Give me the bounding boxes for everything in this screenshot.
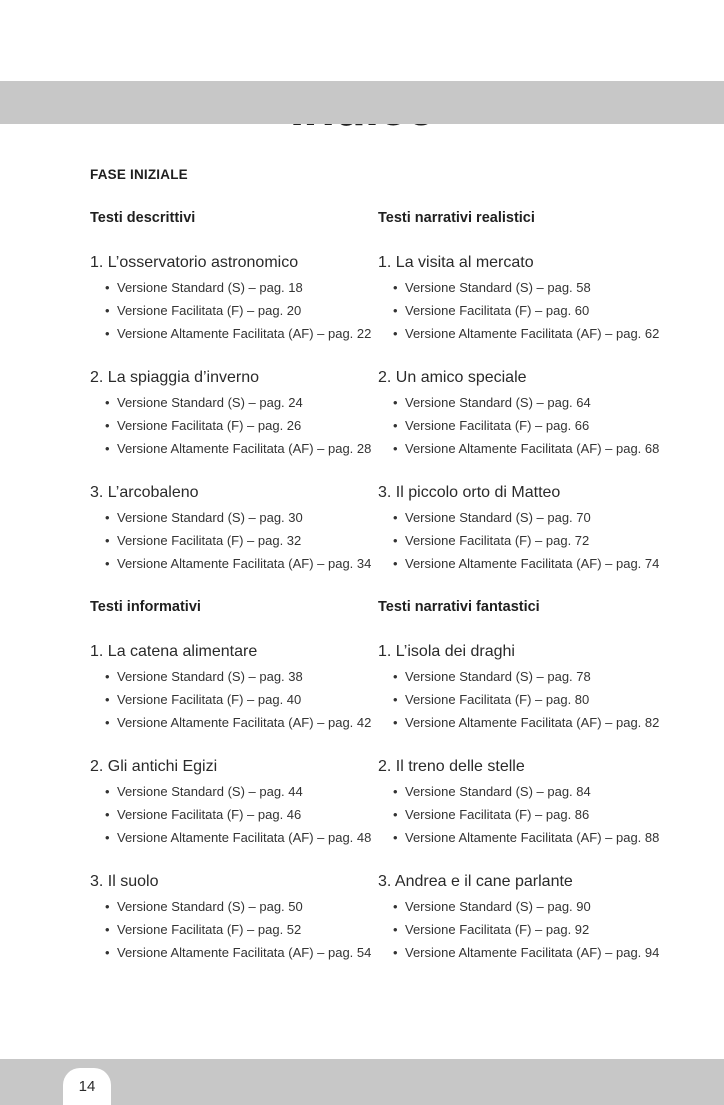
toc-item (378, 757, 704, 845)
bullet-icon: • (105, 898, 110, 914)
section-heading: Testi narrativi realistici (378, 209, 535, 226)
toc-item (90, 642, 378, 730)
toc-item (90, 872, 378, 960)
bullet-icon: • (105, 279, 110, 295)
toc-bullet-line (393, 900, 704, 914)
toc-item-title: 1. L’isola dei draghi (378, 642, 515, 660)
toc-bullet-line (393, 534, 704, 548)
toc-item (90, 368, 378, 456)
toc-item (378, 642, 704, 730)
bullet-icon: • (105, 921, 110, 937)
bullet-icon: • (105, 714, 110, 730)
page-number: 14 (78, 1078, 96, 1095)
toc-bullet-line (105, 396, 378, 410)
bullet-icon: • (105, 417, 110, 433)
toc-bullet-line (105, 946, 378, 960)
toc-bullet-text: Versione Altamente Facilitata (AF) – pag. 34 (117, 555, 372, 571)
toc-bullet-line (393, 304, 704, 318)
toc-bullet-text: Versione Facilitata (F) – pag. 20 (117, 302, 302, 318)
toc-bullet-line (393, 693, 704, 707)
toc-bullet-text: Versione Standard (S) – pag. 58 (405, 279, 591, 295)
toc-bullet-text: Versione Standard (S) – pag. 90 (405, 898, 591, 914)
toc-bullet-line (105, 557, 378, 571)
bullet-icon: • (393, 509, 398, 525)
toc-bullet-text: Versione Standard (S) – pag. 44 (117, 783, 303, 799)
toc-bullet-text: Versione Facilitata (F) – pag. 80 (405, 691, 590, 707)
bullet-icon: • (393, 279, 398, 295)
bullet-icon: • (393, 555, 398, 571)
bullet-icon: • (393, 325, 398, 341)
section-testi-narrativi-realistici (378, 210, 704, 571)
toc-bullet-text: Versione Standard (S) – pag. 78 (405, 668, 591, 684)
toc-bullet-line (393, 831, 704, 845)
bullet-icon: • (105, 532, 110, 548)
bullet-icon: • (105, 829, 110, 845)
bullet-icon: • (105, 440, 110, 456)
toc-bullet-text: Versione Standard (S) – pag. 64 (405, 394, 591, 410)
toc-bullet-text: Versione Facilitata (F) – pag. 32 (117, 532, 302, 548)
toc-bullet-line (105, 716, 378, 730)
toc-item-title: 3. Il suolo (90, 872, 159, 890)
bullet-icon: • (105, 555, 110, 571)
bullet-icon: • (393, 714, 398, 730)
toc-item-title: 1. La visita al mercato (378, 253, 534, 271)
toc-item (378, 368, 704, 456)
bullet-icon: • (105, 325, 110, 341)
toc-bullet-text: Versione Facilitata (F) – pag. 72 (405, 532, 590, 548)
toc-item (90, 253, 378, 341)
top-gray-band (0, 81, 724, 124)
toc-bullet-line (393, 785, 704, 799)
toc-bullet-line (393, 442, 704, 456)
toc-item-title: 3. L’arcobaleno (90, 483, 199, 501)
toc-bullet-text: Versione Facilitata (F) – pag. 92 (405, 921, 590, 937)
bullet-icon: • (393, 921, 398, 937)
toc-bullet-line (393, 396, 704, 410)
phase-label: FASE INIZIALE (90, 166, 188, 182)
toc-bullet-text: Versione Altamente Facilitata (AF) – pag. 94 (405, 944, 660, 960)
toc-bullet-text: Versione Standard (S) – pag. 38 (117, 668, 303, 684)
toc-bullet-text: Versione Altamente Facilitata (AF) – pag. 22 (117, 325, 372, 341)
toc-column-left (90, 182, 378, 960)
bullet-icon: • (393, 898, 398, 914)
section-heading: Testi informativi (90, 598, 201, 615)
toc-bullet-text: Versione Standard (S) – pag. 70 (405, 509, 591, 525)
section-testi-informativi (90, 599, 378, 960)
section-heading: Testi narrativi fantastici (378, 598, 540, 615)
toc-bullet-text: Versione Facilitata (F) – pag. 40 (117, 691, 302, 707)
bullet-icon: • (105, 806, 110, 822)
bullet-icon: • (393, 829, 398, 845)
toc-item-title: 3. Il piccolo orto di Matteo (378, 483, 561, 501)
bullet-icon: • (393, 417, 398, 433)
section-testi-descrittivi (90, 210, 378, 571)
toc-item-title: 1. L’osservatorio astronomico (90, 253, 299, 271)
toc-bullet-line (393, 946, 704, 960)
toc-bullet-line (393, 670, 704, 684)
toc-bullet-line (105, 923, 378, 937)
toc-bullet-text: Versione Facilitata (F) – pag. 60 (405, 302, 590, 318)
toc-bullet-text: Versione Standard (S) – pag. 84 (405, 783, 591, 799)
toc-bullet-line (393, 716, 704, 730)
toc-bullet-text: Versione Altamente Facilitata (AF) – pag. 62 (405, 325, 660, 341)
toc-column-right (378, 182, 704, 960)
bullet-icon: • (105, 509, 110, 525)
toc-bullet-line (105, 534, 378, 548)
toc-bullet-line (105, 670, 378, 684)
toc-bullet-text: Versione Facilitata (F) – pag. 26 (117, 417, 302, 433)
section-testi-narrativi-fantastici (378, 599, 704, 960)
toc-item (90, 483, 378, 571)
section-heading: Testi descrittivi (90, 209, 196, 226)
toc-item-title: 2. La spiaggia d’inverno (90, 368, 260, 386)
bullet-icon: • (393, 532, 398, 548)
toc-bullet-text: Versione Facilitata (F) – pag. 86 (405, 806, 590, 822)
toc-bullet-text: Versione Altamente Facilitata (AF) – pag. 48 (117, 829, 372, 845)
bullet-icon: • (393, 302, 398, 318)
bullet-icon: • (393, 783, 398, 799)
bullet-icon: • (393, 806, 398, 822)
toc-bullet-text: Versione Altamente Facilitata (AF) – pag. 82 (405, 714, 660, 730)
toc-bullet-line (105, 419, 378, 433)
toc-bullet-text: Versione Standard (S) – pag. 50 (117, 898, 303, 914)
toc-bullet-line (393, 419, 704, 433)
toc-item-title: 2. Un amico speciale (378, 368, 527, 386)
toc-bullet-text: Versione Altamente Facilitata (AF) – pag. 68 (405, 440, 660, 456)
bullet-icon: • (105, 691, 110, 707)
toc-item-title: 2. Il treno delle stelle (378, 757, 525, 775)
toc-item (378, 483, 704, 571)
toc-item (378, 872, 704, 960)
toc-bullet-text: Versione Altamente Facilitata (AF) – pag. 42 (117, 714, 372, 730)
toc-bullet-line (105, 304, 378, 318)
bullet-icon: • (393, 394, 398, 410)
bullet-icon: • (105, 944, 110, 960)
bullet-icon: • (393, 440, 398, 456)
bullet-icon: • (393, 668, 398, 684)
toc-bullet-text: Versione Facilitata (F) – pag. 66 (405, 417, 590, 433)
toc-bullet-line (105, 785, 378, 799)
toc-bullet-text: Versione Facilitata (F) – pag. 46 (117, 806, 302, 822)
toc-bullet-text: Versione Standard (S) – pag. 30 (117, 509, 303, 525)
toc-bullet-text: Versione Altamente Facilitata (AF) – pag. 74 (405, 555, 660, 571)
toc-bullet-text: Versione Altamente Facilitata (AF) – pag. 28 (117, 440, 372, 456)
toc-columns (0, 182, 724, 960)
toc-bullet-line (105, 831, 378, 845)
page-number-tab (63, 1068, 111, 1105)
bullet-icon: • (105, 668, 110, 684)
toc-item-title: 3. Andrea e il cane parlante (378, 872, 573, 890)
bullet-icon: • (105, 302, 110, 318)
toc-item (378, 253, 704, 341)
bullet-icon: • (105, 394, 110, 410)
toc-item (90, 757, 378, 845)
toc-bullet-text: Versione Altamente Facilitata (AF) – pag. 54 (117, 944, 372, 960)
toc-bullet-line (105, 327, 378, 341)
toc-bullet-text: Versione Altamente Facilitata (AF) – pag. 88 (405, 829, 660, 845)
toc-bullet-line (393, 808, 704, 822)
toc-bullet-text: Versione Facilitata (F) – pag. 52 (117, 921, 302, 937)
toc-bullet-line (105, 900, 378, 914)
bullet-icon: • (393, 944, 398, 960)
bullet-icon: • (105, 783, 110, 799)
toc-bullet-text: Versione Standard (S) – pag. 24 (117, 394, 303, 410)
toc-bullet-line (393, 923, 704, 937)
toc-bullet-line (393, 327, 704, 341)
toc-item-title: 1. La catena alimentare (90, 642, 258, 660)
toc-bullet-line (393, 557, 704, 571)
toc-bullet-line (105, 442, 378, 456)
toc-bullet-line (105, 281, 378, 295)
bullet-icon: • (393, 691, 398, 707)
toc-bullet-text: Versione Standard (S) – pag. 18 (117, 279, 303, 295)
toc-bullet-line (105, 511, 378, 525)
toc-bullet-line (105, 808, 378, 822)
toc-bullet-line (393, 511, 704, 525)
toc-bullet-line (393, 281, 704, 295)
toc-bullet-line (105, 693, 378, 707)
toc-item-title: 2. Gli antichi Egizi (90, 757, 218, 775)
